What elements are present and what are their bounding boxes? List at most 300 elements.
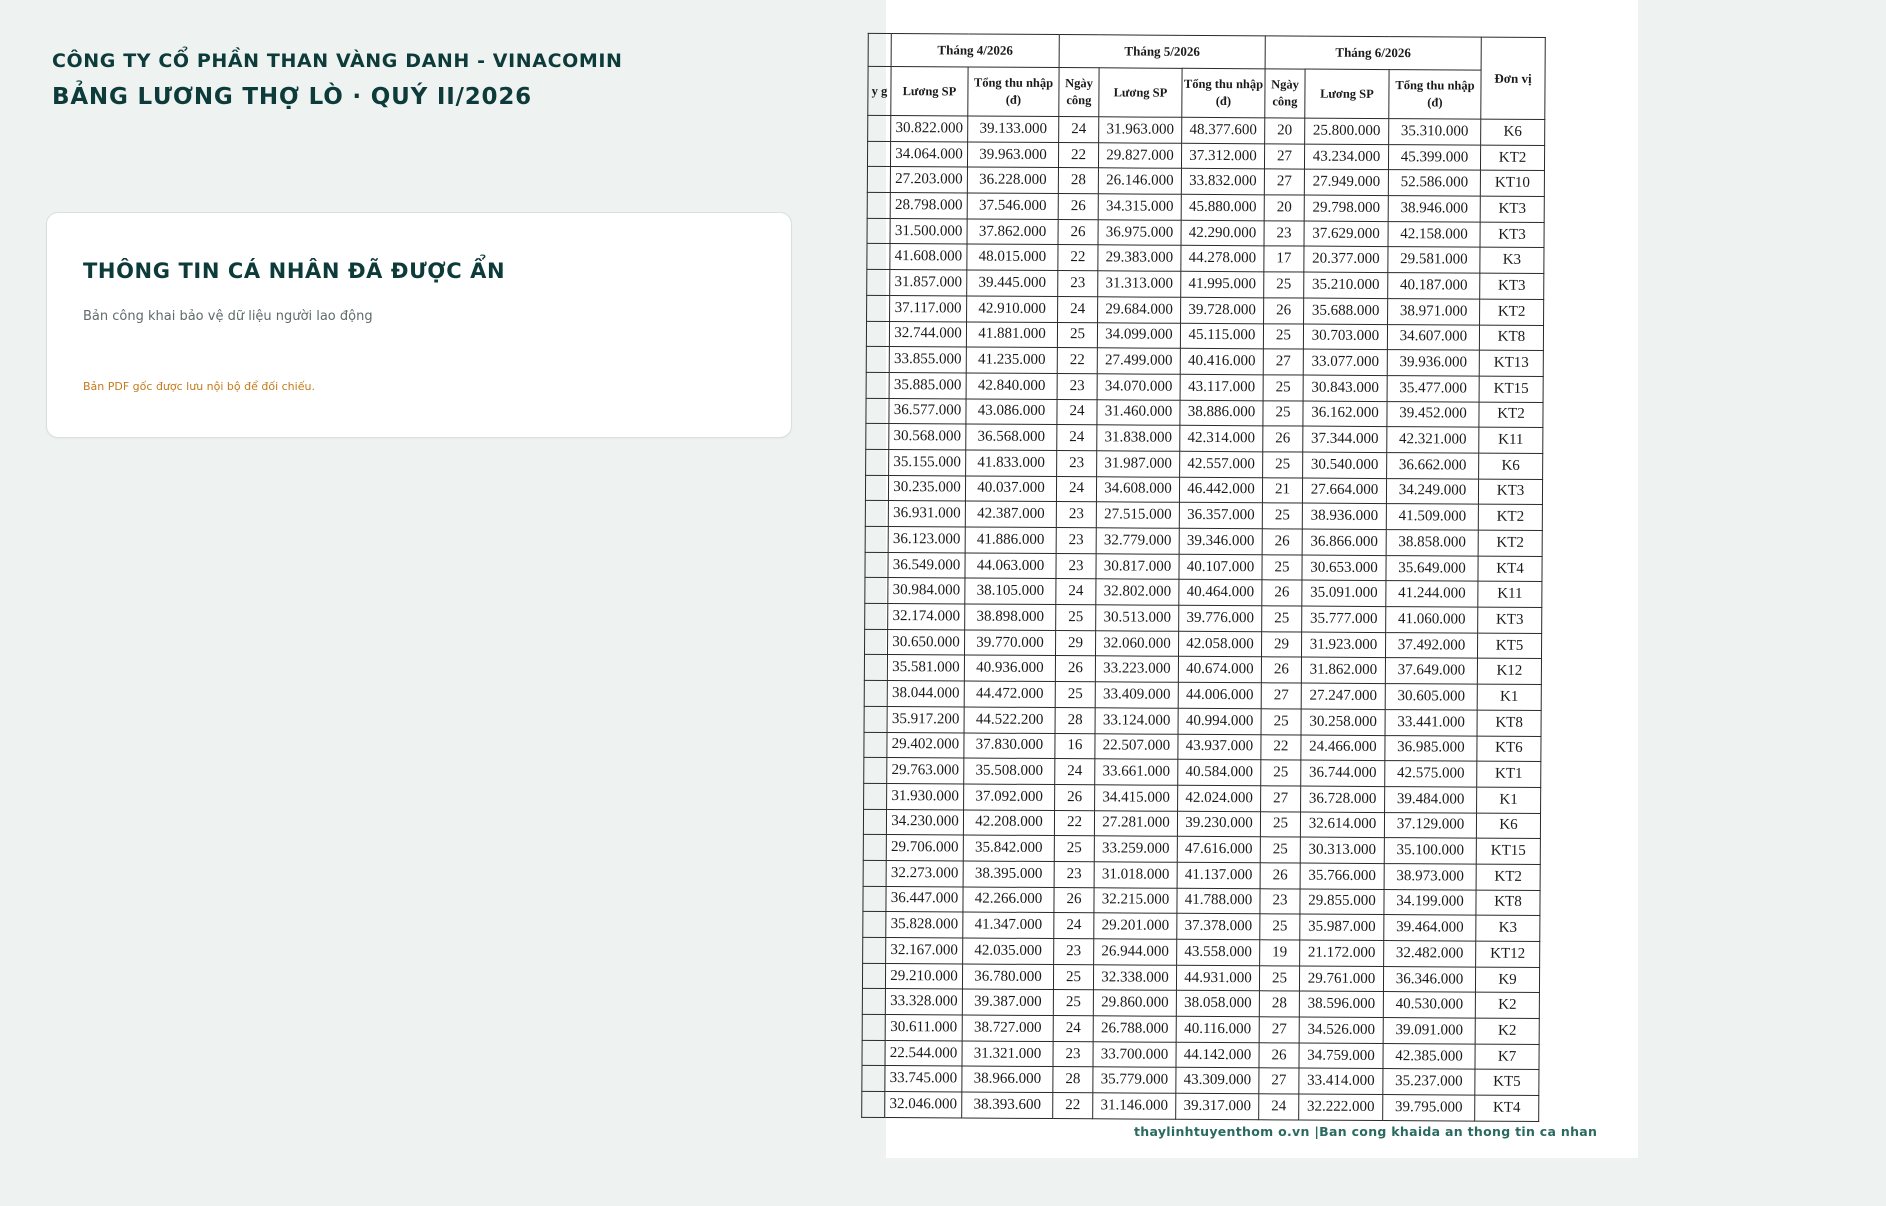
salary-cell: 32.215.000	[1094, 887, 1177, 913]
income-cell: 42.266.000	[963, 887, 1054, 913]
income-cell: 34.249.000	[1386, 478, 1478, 504]
days-cell: 25	[1262, 606, 1302, 632]
income-header: Tổng thu nhập (đ)	[1182, 68, 1265, 118]
income-cell: 40.116.000	[1176, 1016, 1259, 1042]
income-cell: 40.530.000	[1383, 992, 1475, 1018]
unit-cell: KT6	[1477, 736, 1541, 762]
salary-header: Lương SP	[1305, 69, 1389, 119]
salary-cell: 35.766.000	[1300, 863, 1384, 889]
salary-cell: 29.684.000	[1098, 297, 1181, 323]
unit-cell: K1	[1477, 684, 1541, 710]
days-cell: 26	[1054, 887, 1094, 913]
table-row	[862, 1091, 1539, 1121]
unit-cell: KT2	[1480, 145, 1544, 171]
salary-cell: 36.549.000	[888, 552, 965, 578]
cut-cell	[864, 629, 887, 655]
days-cell: 20	[1265, 118, 1305, 144]
salary-cell: 35.688.000	[1304, 298, 1388, 324]
unit-cell: KT10	[1480, 171, 1544, 197]
unit-cell: KT8	[1479, 325, 1543, 351]
income-cell: 41.060.000	[1386, 607, 1478, 633]
income-cell: 36.985.000	[1385, 735, 1477, 761]
salary-cell: 26.788.000	[1093, 1016, 1176, 1042]
company-name: CÔNG TY CỔ PHẦN THAN VÀNG DANH - VINACOMIN	[52, 50, 623, 72]
salary-cell: 31.313.000	[1098, 271, 1181, 297]
unit-cell: K7	[1475, 1044, 1539, 1070]
unit-cell: KT2	[1476, 864, 1540, 890]
days-cell: 25	[1261, 760, 1301, 786]
income-cell: 42.910.000	[967, 296, 1058, 322]
income-cell: 42.058.000	[1178, 631, 1261, 657]
salary-cell: 32.222.000	[1299, 1094, 1383, 1120]
salary-cell: 32.174.000	[888, 604, 965, 630]
days-cell: 22	[1058, 245, 1098, 271]
salary-cell: 25.800.000	[1305, 118, 1389, 144]
unit-cell: KT2	[1479, 402, 1543, 428]
days-cell: 25	[1259, 965, 1299, 991]
income-cell: 44.006.000	[1178, 682, 1261, 708]
income-cell: 41.886.000	[965, 527, 1056, 553]
cut-cell	[867, 141, 890, 167]
days-cell: 24	[1058, 296, 1098, 322]
month-header-6: Tháng 6/2026	[1265, 36, 1481, 70]
salary-cell: 27.247.000	[1301, 683, 1385, 709]
salary-cell: 29.827.000	[1098, 142, 1181, 168]
salary-cell: 30.984.000	[888, 578, 965, 604]
income-cell: 41.788.000	[1177, 888, 1260, 914]
income-cell: 45.880.000	[1181, 194, 1264, 220]
month-header-row	[868, 33, 1545, 70]
income-cell: 35.508.000	[964, 758, 1055, 784]
days-cell: 23	[1056, 528, 1096, 554]
cut-cell	[864, 655, 887, 681]
income-cell: 29.581.000	[1388, 247, 1480, 273]
unit-cell: KT8	[1477, 710, 1541, 736]
income-cell: 35.477.000	[1387, 375, 1479, 401]
income-cell: 40.037.000	[965, 476, 1056, 502]
salary-cell: 31.987.000	[1097, 451, 1180, 477]
income-cell: 38.946.000	[1388, 196, 1480, 222]
unit-cell: K2	[1475, 1018, 1539, 1044]
salary-cell: 37.629.000	[1304, 221, 1388, 247]
salary-cell: 33.124.000	[1095, 708, 1178, 734]
days-cell: 28	[1259, 991, 1299, 1017]
income-cell: 38.058.000	[1176, 991, 1259, 1017]
salary-cell: 33.700.000	[1093, 1042, 1176, 1068]
unit-cell: K9	[1475, 967, 1539, 993]
salary-cell: 36.975.000	[1098, 220, 1181, 246]
salary-cell: 36.123.000	[888, 527, 965, 553]
income-cell: 36.346.000	[1383, 966, 1475, 992]
income-cell: 39.346.000	[1179, 528, 1262, 554]
unit-cell: K11	[1479, 427, 1543, 453]
unit-cell: KT2	[1480, 299, 1544, 325]
cut-cell	[862, 963, 885, 989]
income-cell: 42.575.000	[1385, 761, 1477, 787]
unit-cell: K6	[1476, 813, 1540, 839]
days-cell: 28	[1055, 707, 1095, 733]
salary-cell: 35.210.000	[1304, 272, 1388, 298]
unit-cell: KT3	[1480, 273, 1544, 299]
privacy-notice-card	[46, 212, 792, 438]
card-note: Bản PDF gốc được lưu nội bộ để đối chiếu.	[83, 380, 315, 393]
income-cell: 36.662.000	[1387, 453, 1479, 479]
income-cell: 44.931.000	[1176, 965, 1259, 991]
unit-cell: KT12	[1476, 941, 1540, 967]
days-cell: 23	[1056, 553, 1096, 579]
salary-cell: 36.577.000	[889, 398, 966, 424]
salary-cell: 34.526.000	[1299, 1017, 1383, 1043]
days-cell: 24	[1056, 476, 1096, 502]
days-cell: 26	[1262, 580, 1302, 606]
income-cell: 44.472.000	[964, 681, 1055, 707]
salary-cell: 35.987.000	[1300, 914, 1384, 940]
days-cell: 25	[1260, 811, 1300, 837]
salary-cell: 26.944.000	[1094, 939, 1177, 965]
days-cell: 25	[1260, 837, 1300, 863]
income-cell: 42.290.000	[1181, 220, 1264, 246]
salary-cell: 30.650.000	[887, 629, 964, 655]
salary-cell: 29.201.000	[1094, 913, 1177, 939]
salary-cell: 32.779.000	[1096, 528, 1179, 554]
cut-cell	[865, 526, 888, 552]
cut-cell	[863, 912, 886, 938]
days-cell: 20	[1264, 195, 1304, 221]
days-cell: 26	[1261, 657, 1301, 683]
days-cell: 25	[1263, 400, 1303, 426]
income-cell: 40.464.000	[1179, 580, 1262, 606]
days-cell: 24	[1057, 399, 1097, 425]
income-cell: 39.728.000	[1181, 297, 1264, 323]
days-cell: 23	[1053, 1041, 1093, 1067]
income-cell: 35.310.000	[1389, 119, 1481, 145]
salary-cell: 30.611.000	[885, 1015, 962, 1041]
income-cell: 43.086.000	[966, 399, 1057, 425]
income-cell: 43.117.000	[1180, 374, 1263, 400]
salary-cell: 31.460.000	[1097, 399, 1180, 425]
scanned-sheet	[871, 0, 1886, 1206]
days-cell: 22	[1058, 142, 1098, 168]
income-cell: 38.105.000	[965, 578, 1056, 604]
days-cell: 28	[1058, 168, 1098, 194]
days-cell: 23	[1056, 502, 1096, 528]
income-cell: 40.187.000	[1388, 273, 1480, 299]
unit-cell: KT4	[1478, 556, 1542, 582]
cut-cell	[863, 835, 886, 861]
salary-cell: 35.091.000	[1302, 580, 1386, 606]
salary-cell: 30.313.000	[1300, 837, 1384, 863]
income-cell: 35.649.000	[1386, 555, 1478, 581]
salary-cell: 37.344.000	[1303, 426, 1387, 452]
salary-cell: 30.513.000	[1096, 605, 1179, 631]
income-cell: 42.158.000	[1388, 221, 1480, 247]
days-cell: 25	[1055, 682, 1095, 708]
salary-cell: 22.544.000	[885, 1040, 962, 1066]
income-cell: 42.840.000	[966, 373, 1057, 399]
cut-cell	[866, 372, 889, 398]
salary-cell: 30.540.000	[1303, 452, 1387, 478]
salary-cell: 33.223.000	[1095, 656, 1178, 682]
days-cell: 22	[1057, 348, 1097, 374]
salary-table-body	[862, 115, 1545, 1121]
income-cell: 37.092.000	[964, 784, 1055, 810]
days-cell: 22	[1054, 810, 1094, 836]
income-cell: 37.492.000	[1385, 632, 1477, 658]
income-cell: 39.795.000	[1383, 1095, 1475, 1121]
salary-cell: 30.258.000	[1301, 709, 1385, 735]
income-cell: 34.607.000	[1387, 324, 1479, 350]
income-cell: 32.482.000	[1384, 941, 1476, 967]
salary-cell: 31.963.000	[1099, 117, 1182, 143]
salary-cell: 31.930.000	[887, 783, 964, 809]
income-cell: 35.237.000	[1383, 1069, 1475, 1095]
days-cell: 24	[1259, 1094, 1299, 1120]
cut-cell	[863, 860, 886, 886]
income-cell: 31.321.000	[962, 1041, 1053, 1067]
days-cell: 22	[1053, 1093, 1093, 1119]
salary-cell: 34.315.000	[1098, 194, 1181, 220]
days-cell: 25	[1263, 375, 1303, 401]
days-cell: 28	[1053, 1067, 1093, 1093]
income-cell: 41.509.000	[1386, 504, 1478, 530]
unit-cell: KT3	[1480, 222, 1544, 248]
salary-cell: 30.817.000	[1096, 553, 1179, 579]
income-cell: 42.024.000	[1178, 785, 1261, 811]
income-cell: 36.228.000	[967, 167, 1058, 193]
salary-cell: 32.744.000	[889, 321, 966, 347]
salary-cell: 33.259.000	[1094, 836, 1177, 862]
unit-cell: KT5	[1477, 633, 1541, 659]
income-cell: 39.464.000	[1384, 915, 1476, 941]
unit-cell: KT3	[1480, 196, 1544, 222]
days-header-cut: y g	[868, 66, 891, 115]
income-cell: 39.484.000	[1385, 786, 1477, 812]
days-cell: 23	[1054, 939, 1094, 965]
salary-cell: 29.383.000	[1098, 245, 1181, 271]
salary-cell: 32.273.000	[886, 860, 963, 886]
unit-cell: KT15	[1479, 376, 1543, 402]
salary-cell: 34.070.000	[1097, 374, 1180, 400]
days-cell: 27	[1264, 144, 1304, 170]
income-header: Tổng thu nhập (đ)	[968, 67, 1059, 117]
income-cell: 48.377.600	[1182, 117, 1265, 143]
income-header: Tổng thu nhập (đ)	[1389, 70, 1481, 120]
salary-cell: 30.703.000	[1303, 324, 1387, 350]
unit-cell: KT3	[1478, 607, 1542, 633]
salary-table	[861, 33, 1546, 1122]
income-cell: 39.452.000	[1387, 401, 1479, 427]
income-cell: 39.445.000	[967, 270, 1058, 296]
salary-cell: 29.706.000	[886, 835, 963, 861]
salary-cell: 38.936.000	[1302, 503, 1386, 529]
cut-cell	[867, 244, 890, 270]
salary-cell: 32.802.000	[1096, 579, 1179, 605]
income-cell: 44.278.000	[1181, 246, 1264, 272]
unit-cell: K12	[1477, 659, 1541, 685]
income-cell: 38.973.000	[1384, 863, 1476, 889]
unit-cell: K6	[1481, 119, 1545, 145]
income-cell: 36.780.000	[962, 964, 1053, 990]
days-cell: 24	[1059, 117, 1099, 143]
days-cell: 23	[1057, 450, 1097, 476]
cut-cell	[863, 809, 886, 835]
salary-cell: 36.447.000	[886, 886, 963, 912]
salary-cell: 35.885.000	[889, 372, 966, 398]
salary-cell: 36.866.000	[1302, 529, 1386, 555]
income-cell: 43.309.000	[1176, 1068, 1259, 1094]
income-cell: 48.015.000	[967, 244, 1058, 270]
salary-cell: 41.608.000	[890, 244, 967, 270]
income-cell: 39.387.000	[962, 989, 1053, 1015]
salary-cell: 37.117.000	[890, 295, 967, 321]
income-cell: 34.199.000	[1384, 889, 1476, 915]
cut-cell	[867, 218, 890, 244]
days-cell: 26	[1055, 784, 1095, 810]
income-cell: 41.244.000	[1386, 581, 1478, 607]
cut-cell	[864, 706, 887, 732]
salary-cell: 30.235.000	[888, 475, 965, 501]
cut-cell	[864, 783, 887, 809]
cut-cell	[865, 603, 888, 629]
salary-cell: 32.614.000	[1300, 812, 1384, 838]
unit-cell: KT8	[1476, 890, 1540, 916]
income-cell: 35.842.000	[963, 835, 1054, 861]
scanned-document	[871, 0, 1638, 1158]
income-cell: 39.091.000	[1383, 1018, 1475, 1044]
days-cell: 25	[1053, 990, 1093, 1016]
salary-cell: 31.018.000	[1094, 862, 1177, 888]
income-cell: 40.584.000	[1178, 759, 1261, 785]
salary-cell: 32.338.000	[1093, 964, 1176, 990]
salary-cell: 35.917.200	[887, 706, 964, 732]
salary-cell: 29.210.000	[885, 963, 962, 989]
salary-cell: 29.855.000	[1300, 889, 1384, 915]
income-cell: 37.830.000	[964, 732, 1055, 758]
salary-cell: 29.798.000	[1304, 195, 1388, 221]
income-cell: 39.936.000	[1387, 350, 1479, 376]
salary-cell: 36.744.000	[1301, 760, 1385, 786]
income-cell: 42.314.000	[1180, 426, 1263, 452]
days-cell: 23	[1264, 221, 1304, 247]
income-cell: 38.898.000	[965, 604, 1056, 630]
unit-cell: KT1	[1477, 761, 1541, 787]
salary-cell: 26.146.000	[1098, 168, 1181, 194]
unit-cell: KT13	[1479, 350, 1543, 376]
salary-cell: 35.155.000	[889, 449, 966, 475]
salary-cell: 27.664.000	[1302, 478, 1386, 504]
card-subtitle: Bản công khai bảo vệ dữ liệu người lao động	[83, 309, 373, 324]
salary-cell: 29.860.000	[1093, 990, 1176, 1016]
cut-cell	[865, 475, 888, 501]
income-cell: 40.674.000	[1178, 657, 1261, 683]
income-cell: 42.321.000	[1387, 427, 1479, 453]
income-cell: 47.616.000	[1177, 837, 1260, 863]
cut-cell	[866, 321, 889, 347]
income-cell: 40.416.000	[1180, 348, 1263, 374]
income-cell: 39.776.000	[1179, 605, 1262, 631]
days-cell: 25	[1260, 914, 1300, 940]
cut-cell	[862, 1091, 885, 1117]
income-cell: 39.317.000	[1176, 1093, 1259, 1119]
days-cell: 24	[1053, 1016, 1093, 1042]
cut-cell	[866, 398, 889, 424]
unit-cell: K1	[1477, 787, 1541, 813]
salary-cell: 30.568.000	[889, 424, 966, 450]
salary-cell: 34.099.000	[1097, 322, 1180, 348]
unit-cell: K11	[1478, 582, 1542, 608]
income-cell: 40.107.000	[1179, 554, 1262, 580]
income-cell: 39.230.000	[1177, 811, 1260, 837]
income-cell: 43.558.000	[1177, 939, 1260, 965]
salary-cell: 35.581.000	[887, 655, 964, 681]
days-cell: 27	[1264, 169, 1304, 195]
income-cell: 38.395.000	[963, 861, 1054, 887]
cut-cell	[865, 501, 888, 527]
days-cell: 27	[1259, 1017, 1299, 1043]
days-cell: 29	[1261, 632, 1301, 658]
salary-cell: 33.661.000	[1095, 759, 1178, 785]
cut-cell	[866, 347, 889, 373]
income-cell: 43.937.000	[1178, 734, 1261, 760]
salary-cell: 34.415.000	[1095, 785, 1178, 811]
income-cell: 41.881.000	[966, 321, 1057, 347]
month-header-4: Tháng 4/2026	[891, 34, 1059, 68]
days-cell: 24	[1057, 425, 1097, 451]
income-cell: 41.833.000	[966, 450, 1057, 476]
days-cell: 26	[1262, 529, 1302, 555]
salary-cell: 22.507.000	[1095, 733, 1178, 759]
days-cell: 25	[1264, 272, 1304, 298]
days-cell: 23	[1057, 373, 1097, 399]
income-cell: 36.568.000	[966, 424, 1057, 450]
days-cell: 26	[1058, 219, 1098, 245]
salary-cell: 35.828.000	[886, 912, 963, 938]
days-cell: 25	[1057, 322, 1097, 348]
salary-cell: 32.060.000	[1095, 631, 1178, 657]
salary-cell: 30.653.000	[1302, 555, 1386, 581]
days-cell: 26	[1263, 426, 1303, 452]
days-cell: 17	[1264, 246, 1304, 272]
days-cell: 25	[1053, 964, 1093, 990]
income-cell: 38.966.000	[962, 1066, 1053, 1092]
unit-header: Đơn vị	[1481, 37, 1545, 119]
income-cell: 46.442.000	[1179, 477, 1262, 503]
cut-cell	[862, 1014, 885, 1040]
salary-cell: 20.377.000	[1304, 246, 1388, 272]
income-cell: 37.649.000	[1385, 658, 1477, 684]
salary-cell: 32.167.000	[886, 938, 963, 964]
cut-cell	[867, 295, 890, 321]
cut-cell	[863, 937, 886, 963]
salary-cell: 34.230.000	[886, 809, 963, 835]
days-cell: 16	[1055, 733, 1095, 759]
salary-cell: 34.608.000	[1096, 476, 1179, 502]
income-cell: 41.137.000	[1177, 862, 1260, 888]
card-title: THÔNG TIN CÁ NHÂN ĐÃ ĐƯỢC ẨN	[83, 259, 506, 283]
cut-cell	[866, 424, 889, 450]
cut-cell	[868, 115, 891, 141]
days-cell: 25	[1261, 709, 1301, 735]
income-cell: 42.385.000	[1383, 1043, 1475, 1069]
income-cell: 35.100.000	[1384, 838, 1476, 864]
cut-cell	[867, 192, 890, 218]
income-cell: 42.208.000	[963, 810, 1054, 836]
unit-cell: KT4	[1475, 1095, 1539, 1121]
page-title: BẢNG LƯƠNG THỢ LÒ · QUÝ II/2026	[52, 84, 532, 110]
income-cell: 44.142.000	[1176, 1042, 1259, 1068]
income-cell: 37.862.000	[967, 219, 1058, 245]
income-cell: 41.995.000	[1181, 271, 1264, 297]
